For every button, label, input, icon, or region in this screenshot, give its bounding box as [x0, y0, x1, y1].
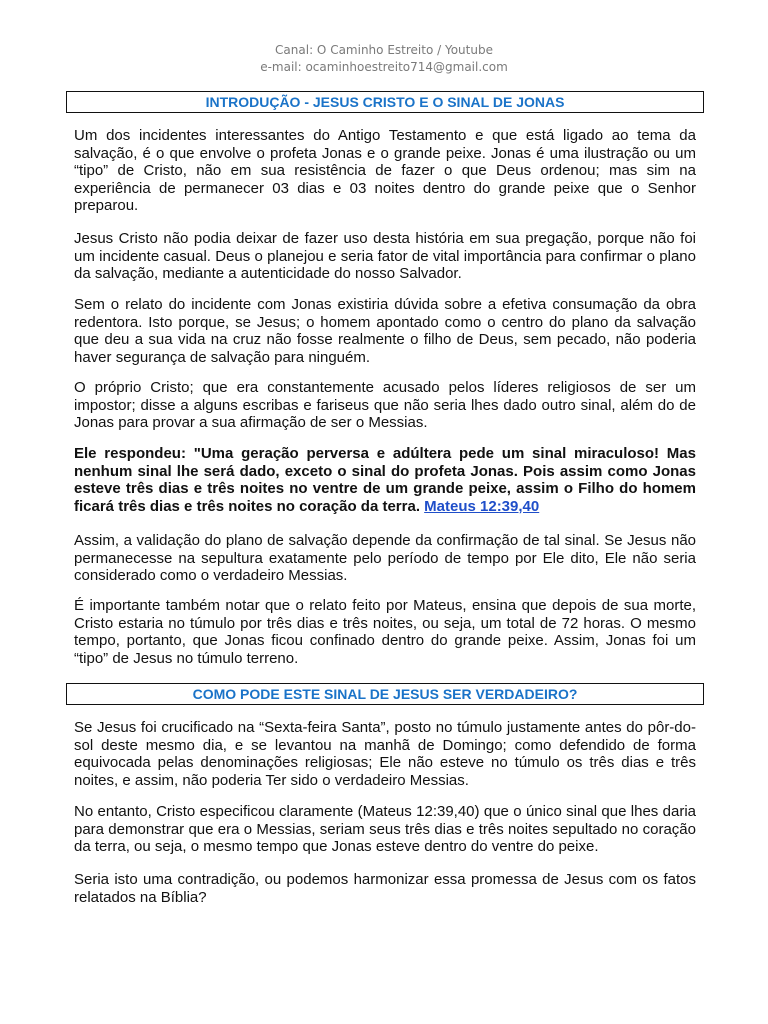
paragraph: Seria isto uma contradição, ou podemos harmonizar essa promessa de Jesus com os fatos relatados na Bíblia?	[74, 871, 696, 906]
bible-quote	[74, 445, 696, 515]
email-header: e-mail: ocaminhoestreito714@gmail.com	[260, 60, 508, 74]
section-title-sinal-verdadeiro: COMO PODE ESTE SINAL DE JESUS SER VERDADEIRO?	[66, 683, 704, 705]
quote-reference-link[interactable]: Mateus 12:39,40	[424, 497, 540, 515]
paragraph: Um dos incidentes interessantes do Antigo Testamento e que está ligado ao tema da salvação, é o que envolve o profeta Jonas e o grande peixe. Jonas é uma ilustração ou um “tipo” de Cristo, não em sua resistência de fazer o que Deus ordenou; mas sim na experiência de permanecer 03 dias e 03 noites dentro do grande peixe que o Senhor preparou.	[74, 127, 696, 214]
quote-text: Ele respondeu: "Uma geração perversa e adúltera pede um sinal miraculoso! Mas nenhum sinal lhe será dado, exceto o sinal do profeta Jonas. Pois assim como Jonas esteve três dias e três noites no ventre de um grande peixe, assim o Filho do homem ficará três dias e três noites no coração da terra.	[74, 445, 696, 515]
paragraph: É importante também notar que o relato feito por Mateus, ensina que depois de sua morte, Cristo estaria no túmulo por três dias e três noites, ou seja, um total de 72 horas. O mesmo tempo, portanto, que Jonas ficou confinado dentro do grande peixe. Assim, Jonas foi um “tipo” de Jesus no túmulo terreno.	[74, 597, 696, 667]
paragraph: Jesus Cristo não podia deixar de fazer uso desta história em sua pregação, porque não foi um incidente casual. Deus o planejou e seria fator de vital importância para confirmar o plano da salvação, mediante a autenticidade do nosso Salvador.	[74, 230, 696, 282]
channel-header: Canal: O Caminho Estreito / Youtube	[275, 43, 493, 57]
paragraph: O próprio Cristo; que era constantemente acusado pelos líderes religiosos de ser um impostor; disse a alguns escribas e fariseus que não seria lhes dado outro sinal, além do de Jonas para provar a sua afirmação de ser o Messias.	[74, 379, 696, 431]
paragraph: Sem o relato do incidente com Jonas existiria dúvida sobre a efetiva consumação da obra redentora. Isto porque, se Jesus; o homem apontado como o centro do plano da salvação que deu a sua vida na cruz não fosse realmente o filho de Deus, sem pecado, não poderia haver segurança de salvação para ninguém.	[74, 296, 696, 366]
paragraph: Assim, a validação do plano de salvação depende da confirmação de tal sinal. Se Jesus não permanecesse na sepultura exatamente pelo período de tempo por Ele dito, Ele não seria considerado como o verdadeiro Messias.	[74, 532, 696, 584]
paragraph: Se Jesus foi crucificado na “Sexta-feira Santa”, posto no túmulo justamente antes do pôr-do-sol deste mesmo dia, e se levantou na manhã de Domingo; como defendido de forma equivocada pelas denominações religiosas; Ele não esteve no túmulo os três dias e três noites, e assim, não poderia Ter sido o verdadeiro Messias.	[74, 719, 696, 789]
paragraph: No entanto, Cristo especificou claramente (Mateus 12:39,40) que o único sinal que lhes daria para demonstrar que era o Messias, seriam seus três dias e três noites sepultado no coração da terra, ou seja, o mesmo tempo que Jonas esteve dentro do ventre do peixe.	[74, 803, 696, 855]
section-title-introducao: INTRODUÇÃO - JESUS CRISTO E O SINAL DE JONAS	[66, 91, 704, 113]
